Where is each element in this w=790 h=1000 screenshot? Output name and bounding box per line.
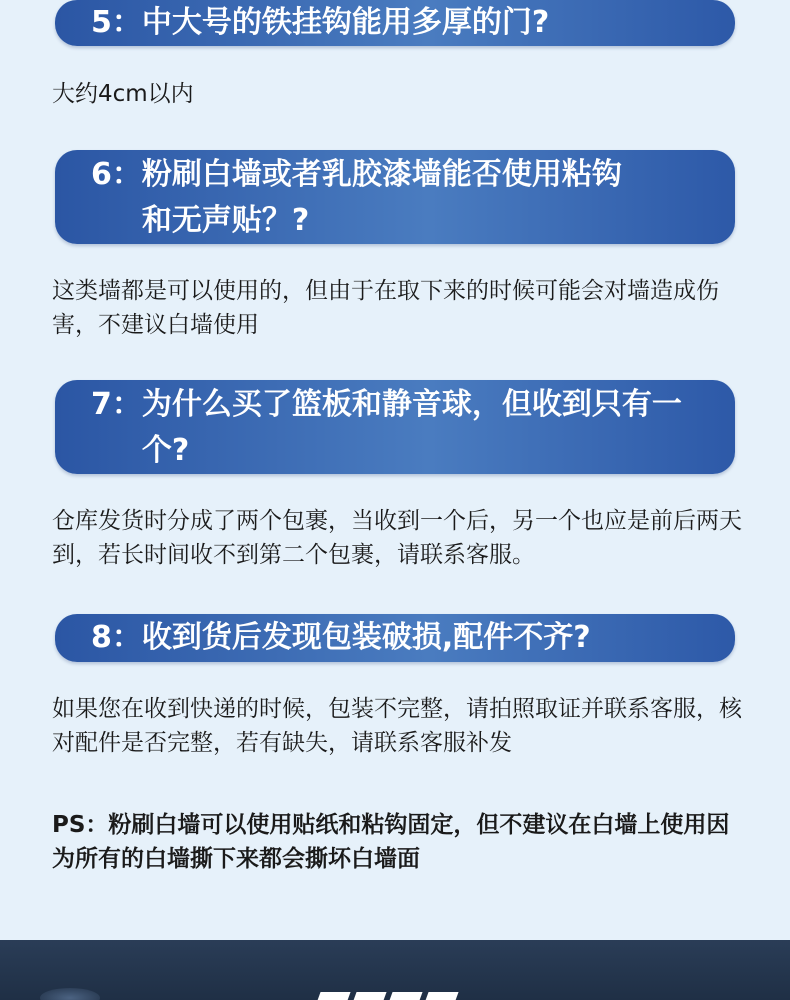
- brand-logo: [318, 992, 478, 1000]
- footer-glow: [40, 988, 100, 1000]
- logo-segment: [351, 992, 386, 1000]
- ps-note: PS：粉刷白墙可以使用贴纸和粘钩固定，但不建议在白墙上使用因为所有的白墙撕下来都会撕坏白墙面: [52, 812, 730, 872]
- logo-segment: [387, 992, 422, 1000]
- faq-5-header: [55, 0, 735, 46]
- faq-6-number: 6：: [91, 157, 142, 192]
- logo-segment: [423, 992, 458, 1000]
- faq-7-number: 7：: [91, 387, 142, 422]
- faq-7-answer: 仓库发货时分成了两个包裹，当收到一个后，另一个也应是前后两天到，若长时间收不到第二个包裹，请联系客服。: [52, 508, 742, 568]
- faq-8-header: [55, 614, 735, 662]
- footer-band: [0, 940, 790, 1000]
- faq-7-question: 为什么买了篮板和静音球，但收到只有一个?: [141, 387, 682, 468]
- faq-6-question: 粉刷白墙或者乳胶漆墙能否使用粘钩和无声贴？?: [141, 157, 622, 238]
- faq-6-header: [55, 150, 735, 244]
- logo-segment: [315, 992, 350, 1000]
- faq-8-question: 收到货后发现包装破损,配件不齐?: [141, 620, 591, 655]
- faq-6-answer: 这类墙都是可以使用的，但由于在取下来的时候可能会对墙造成伤害，不建议白墙使用: [52, 278, 719, 338]
- faq-7-header: [55, 380, 735, 474]
- faq-8-number: 8：: [91, 620, 142, 655]
- faq-5-question: 中大号的铁挂钩能用多厚的门?: [141, 5, 550, 40]
- faq-5-answer: 大约4cm以内: [52, 81, 194, 107]
- faq-5-number: 5：: [91, 5, 142, 40]
- faq-8-answer: 如果您在收到快递的时候，包装不完整，请拍照取证并联系客服，核对配件是否完整，若有缺失，请联系客服补发: [52, 696, 742, 756]
